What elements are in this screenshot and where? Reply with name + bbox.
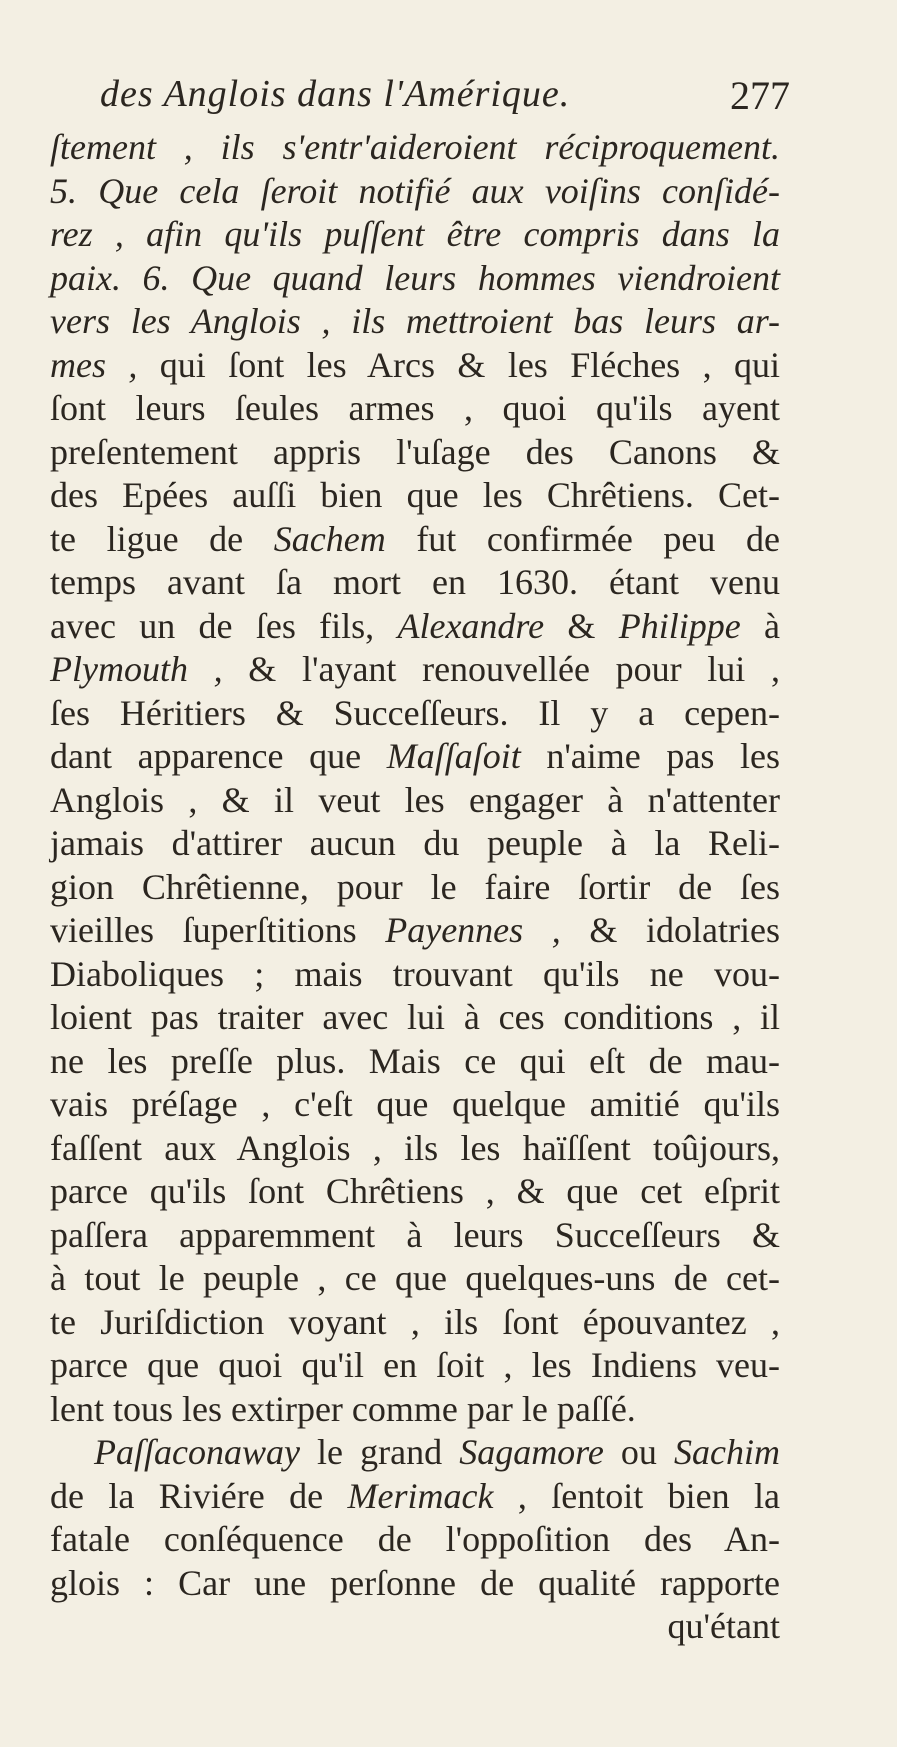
running-title: des Anglois dans l'Amérique. <box>100 73 571 115</box>
roman-run: & l'ayant renouvellée pour lui , <box>222 649 780 689</box>
text-line <box>50 1127 780 1171</box>
text-line <box>50 387 780 431</box>
italic-run: Sachem <box>273 518 386 559</box>
italic-run: Paſſaconaway <box>94 1432 300 1472</box>
italic-run: vers les Anglois , ils mettroient bas leurs ar- <box>50 301 780 341</box>
text-line <box>50 1431 780 1475</box>
roman-run: des Epées auſſi bien que les Chrêtiens. Cet- <box>50 475 780 515</box>
text-line <box>50 605 780 649</box>
text-line <box>50 1475 780 1519</box>
text-line <box>50 996 780 1040</box>
text-line <box>50 1170 780 1214</box>
text-line <box>50 1257 780 1301</box>
text-line <box>50 126 780 170</box>
text-line <box>50 822 780 866</box>
body-text <box>50 126 780 1649</box>
text-line <box>50 692 780 736</box>
text-line <box>50 1040 780 1084</box>
roman-run: loient pas traiter avec lui à ces conditions , il <box>50 997 780 1037</box>
roman-run: & <box>544 605 619 646</box>
roman-run: à tout le peuple , ce que quelques-uns de cet- <box>50 1258 780 1298</box>
roman-run: jamais d'attirer aucun du peuple à la Reli- <box>50 823 780 863</box>
roman-run: parce que quoi qu'il en ſoit , les Indiens veu- <box>50 1345 780 1385</box>
roman-run: fut confirmée peu de <box>385 518 780 559</box>
text-line <box>50 518 780 562</box>
roman-run: & idolatries <box>560 910 780 950</box>
roman-run: parce qu'ils ſont Chrêtiens , & que cet eſprit <box>50 1171 780 1211</box>
italic-run: Sagamore <box>459 1432 604 1472</box>
text-line <box>50 1301 780 1345</box>
roman-run: glois : Car une perſonne de qualité rapporte <box>50 1562 780 1603</box>
text-line <box>50 1083 780 1127</box>
text-line <box>50 1605 780 1649</box>
roman-run: vieilles ſuperſtitions <box>50 910 386 950</box>
text-line <box>50 909 780 953</box>
page-number: 277 <box>730 73 790 118</box>
text-line <box>50 1562 780 1606</box>
roman-run: vais préſage , c'eſt que quelque amitié qu'ils <box>50 1084 780 1124</box>
text-line <box>50 431 780 475</box>
text-line <box>50 1344 780 1388</box>
text-line <box>50 213 780 257</box>
roman-run: dant apparence que <box>50 736 387 776</box>
text-line <box>50 257 780 301</box>
roman-run: ſont leurs ſeules armes , quoi qu'ils ayent <box>50 388 780 428</box>
text-line <box>50 866 780 910</box>
page-header <box>100 72 790 128</box>
text-line <box>50 344 780 388</box>
roman-run: preſentement appris l'uſage des Canons & <box>50 431 780 472</box>
text-line <box>50 735 780 779</box>
roman-run: lent tous les extirper comme par le paſſé. <box>50 1388 636 1429</box>
roman-run: avec un de ſes fils, <box>50 605 398 646</box>
roman-run: Anglois , & il veut les engager à n'attenter <box>50 779 780 820</box>
roman-run: ſes Héritiers & Succeſſeurs. Il y a cepen- <box>50 692 780 733</box>
italic-run: paix. 6. Que quand leurs hommes viendroient <box>50 257 780 298</box>
text-line <box>50 1388 780 1432</box>
roman-run: faſſent aux Anglois , ils les haïſſent toûjours, <box>50 1127 780 1168</box>
text-line <box>50 300 780 344</box>
italic-run: Philippe <box>618 605 741 646</box>
text-line <box>50 953 780 997</box>
italic-run: 5. Que cela ſeroit notifié aux voiſins conſidé- <box>50 170 780 211</box>
italic-run: Maſſaſoit <box>386 736 521 776</box>
text-line <box>50 779 780 823</box>
roman-run: te ligue de <box>50 518 274 559</box>
roman-run: paſſera apparemment à leurs Succeſſeurs & <box>50 1214 780 1255</box>
italic-run: Payennes , <box>385 910 561 950</box>
roman-run: Diaboliques ; mais trouvant qu'ils ne vou- <box>50 953 780 994</box>
roman-run: temps avant ſa mort en 1630. étant venu <box>50 562 780 602</box>
text-line <box>50 1214 780 1258</box>
roman-run: fatale conſéquence de l'oppoſition des An- <box>50 1519 780 1559</box>
text-line <box>50 474 780 518</box>
roman-run: à <box>740 605 780 646</box>
roman-run: le grand <box>299 1432 460 1472</box>
italic-run: Merimack <box>347 1475 494 1516</box>
text-line <box>50 1518 780 1562</box>
text-line <box>50 648 780 692</box>
italic-run: ſtement , ils s'entr'aideroient réciproquement. <box>50 127 780 167</box>
italic-run: Alexandre <box>397 605 545 646</box>
text-line <box>50 170 780 214</box>
roman-run: te Juriſdiction voyant , ils ſont épouvantez , <box>50 1301 780 1342</box>
roman-run: de la Riviére de <box>50 1475 348 1516</box>
roman-run: ne les preſſe plus. Mais ce qui eſt de mau- <box>50 1040 780 1081</box>
roman-run: qu'étant <box>667 1606 780 1646</box>
italic-run: rez , afin qu'ils puſſent être compris dans la <box>50 214 780 254</box>
roman-run: gion Chrêtienne, pour le faire ſortir de ſes <box>50 866 780 907</box>
text-line <box>50 561 780 605</box>
roman-run: qui ſont les Arcs & les Fléches , qui <box>137 344 780 385</box>
roman-run: n'aime pas les <box>520 736 780 776</box>
roman-run: , ſentoit bien la <box>493 1475 780 1516</box>
italic-run: Plymouth , <box>50 649 223 689</box>
italic-run: mes , <box>50 344 138 385</box>
italic-run: Sachim <box>674 1432 781 1472</box>
roman-run: ou <box>603 1432 675 1472</box>
